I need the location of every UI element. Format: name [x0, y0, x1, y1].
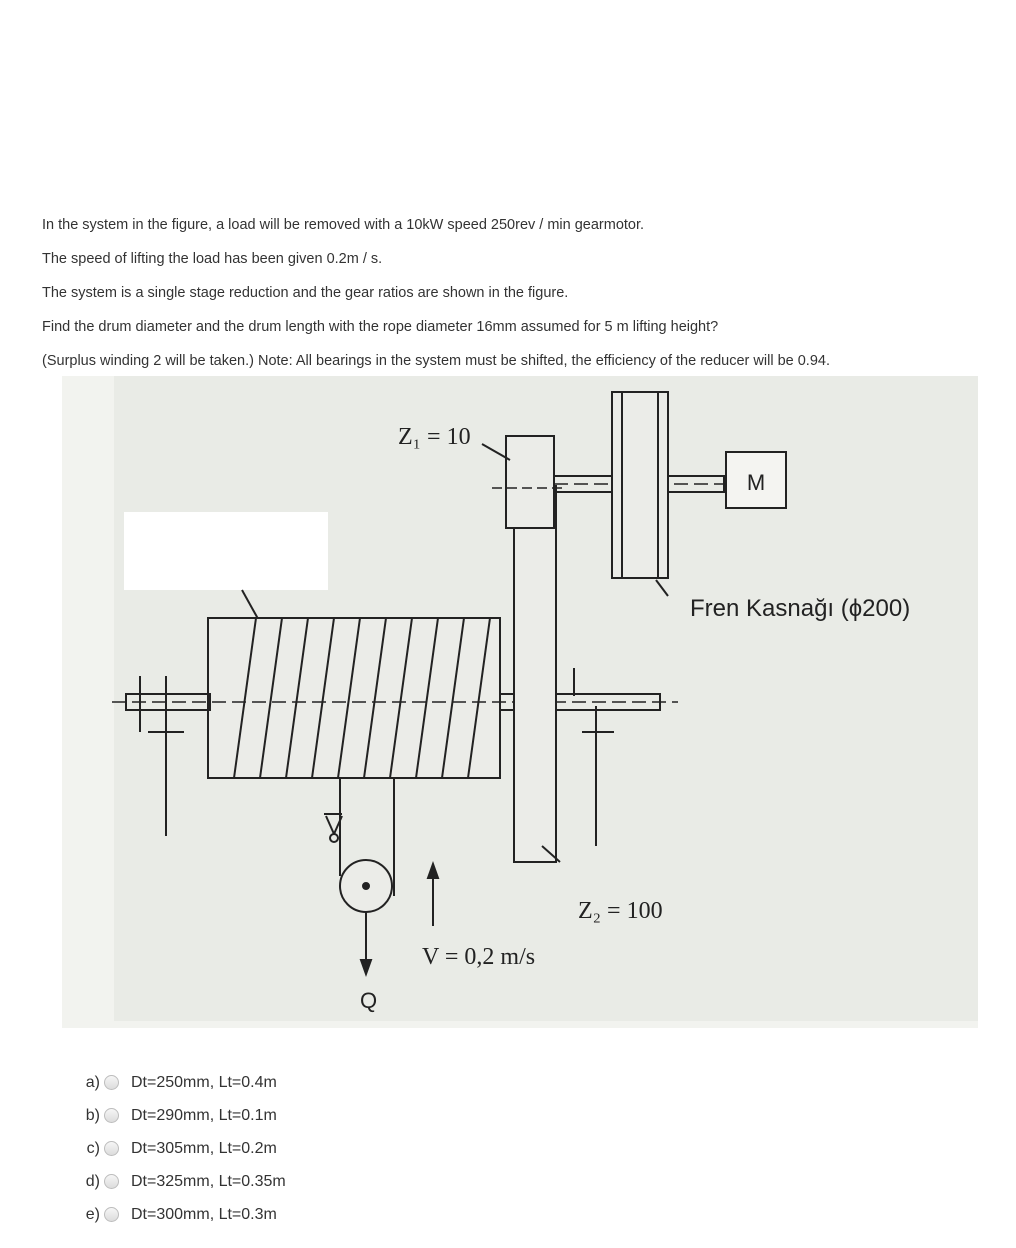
blank-box: [124, 512, 328, 590]
radio-button[interactable]: [104, 1141, 119, 1156]
option-label[interactable]: Dt=300mm, Lt=0.3m: [131, 1205, 277, 1223]
option-e[interactable]: [78, 1198, 286, 1231]
question-line: Find the drum diameter and the drum length with the rope diameter 16mm assumed for 5 m lifting height?: [42, 319, 719, 335]
option-letter: d): [85, 1172, 100, 1190]
option-letter: b): [85, 1106, 100, 1124]
option-d[interactable]: [78, 1165, 286, 1198]
option-b[interactable]: [78, 1099, 286, 1132]
radio-button[interactable]: [104, 1108, 119, 1123]
option-letter: c): [86, 1139, 100, 1157]
option-label[interactable]: Dt=250mm, Lt=0.4m: [131, 1073, 277, 1091]
radio-button[interactable]: [104, 1207, 119, 1222]
load-label: Q: [360, 988, 378, 1013]
z1-label: Z₁ = 10: [398, 424, 471, 450]
option-c[interactable]: [78, 1132, 286, 1165]
question-line: In the system in the figure, a load will be removed with a 10kW speed 250rev / min gearmotor.: [42, 217, 645, 233]
option-label[interactable]: Dt=305mm, Lt=0.2m: [131, 1139, 277, 1157]
question-line: The system is a single stage reduction and the gear ratios are shown in the figure.: [42, 285, 569, 301]
answer-options: [78, 1066, 286, 1231]
radio-button[interactable]: [104, 1075, 119, 1090]
option-letter: e): [85, 1205, 100, 1223]
z2-label: Z₂ = 100: [578, 898, 663, 924]
option-label[interactable]: Dt=290mm, Lt=0.1m: [131, 1106, 277, 1124]
question-line: (Surplus winding 2 will be taken.) Note: All bearings in the system must be shifted, the efficiency of the reducer will be 0.94.: [42, 353, 830, 369]
brake-label: Fren Kasnağı (ϕ200): [690, 595, 911, 622]
brake-drum: [612, 392, 668, 578]
radio-button[interactable]: [104, 1174, 119, 1189]
option-a[interactable]: [78, 1066, 286, 1099]
option-letter: a): [85, 1073, 100, 1091]
gear-z2: [514, 486, 556, 862]
option-label[interactable]: Dt=325mm, Lt=0.35m: [131, 1172, 286, 1190]
gear-z1: [506, 436, 554, 528]
question-line: The speed of lifting the load has been given 0.2m / s.: [42, 251, 383, 267]
velocity-label: V = 0,2 m/s: [422, 944, 536, 970]
motor-label: M: [746, 470, 766, 495]
hoist-diagram: [62, 376, 978, 1028]
question-text: [42, 214, 1002, 384]
